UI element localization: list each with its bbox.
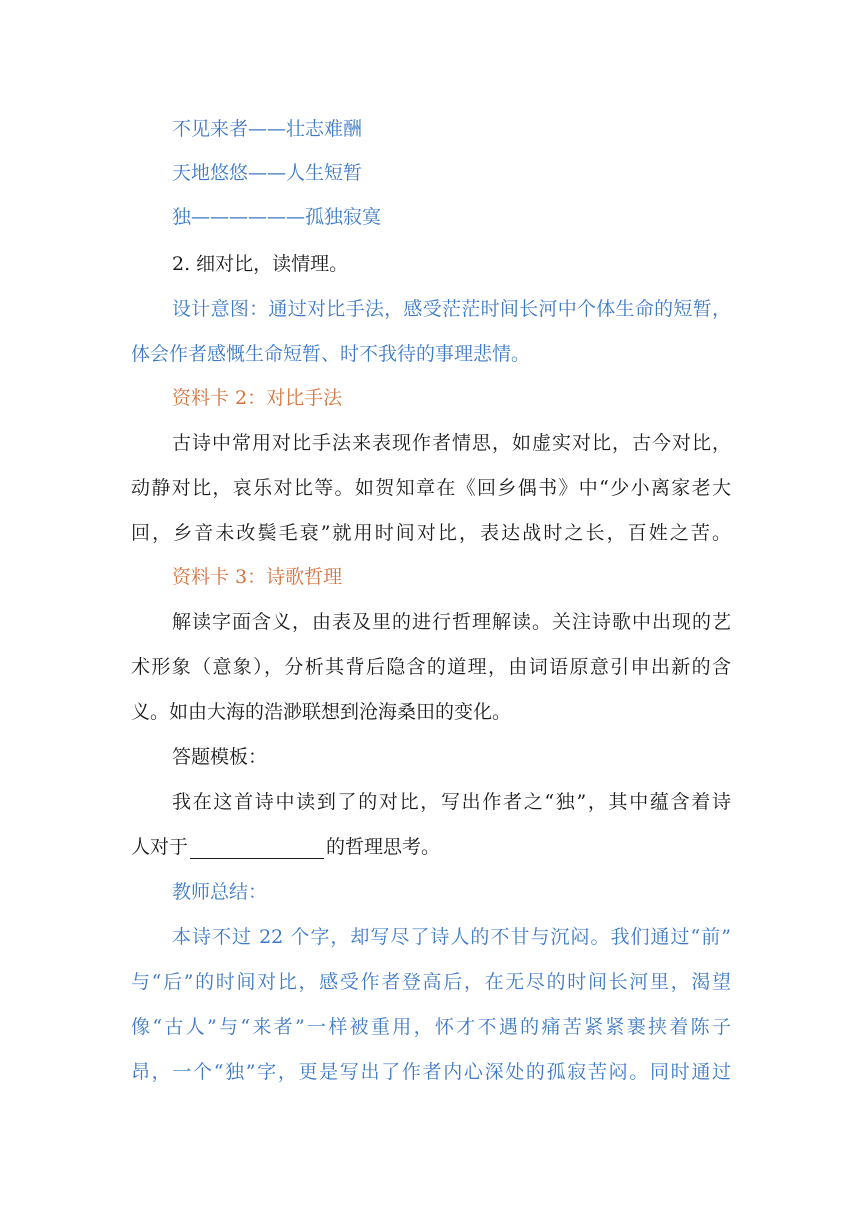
design-intent-line-2: 体会作者感慨生命短暂、时不我待的事理悲情。 [131,343,531,365]
card-3-line-1: 解读字面含义，由表及里的进行哲理解读。关注诗歌中出现的艺 [172,611,731,633]
contrast-line-1: 不见来者——壮志难酬 [172,118,363,140]
contrast-line-2: 天地悠悠——人生短暂 [172,162,363,184]
template-line-1: 我在这首诗中读到了的对比，写出作者之“独”，其中蕴含着诗 [172,791,731,813]
contrast-line-3: 独——————孤独寂寞 [172,206,382,228]
template-title: 答题模板： [172,746,268,768]
card-3-title: 资料卡 3：诗歌哲理 [172,566,343,588]
answer-blank [190,839,324,859]
card-2-line-1: 古诗中常用对比手法来表现作者情思，如虚实对比，古今对比， [172,432,731,454]
template-line-2 [131,835,440,859]
card-2-line-3: 回，乡音未改鬓毛衰”就用时间对比，表达战时之长，百姓之苦。 [131,522,731,544]
card-3-line-2: 术形象（意象），分析其背后隐含的道理，由词语原意引申出新的含 [131,656,731,678]
summary-line-2: 与“后”的时间对比，感受作者登高后，在无尽的时间长河里，渴望 [131,971,731,993]
card-2-title: 资料卡 2：对比手法 [172,387,343,409]
template-line-2-end: 的哲理思考。 [326,836,441,858]
design-intent-line-1: 设计意图：通过对比手法，感受茫茫时间长河中个体生命的短暂， [172,298,731,320]
summary-title: 教师总结： [172,881,268,903]
card-2-line-2: 动静对比，哀乐对比等。如贺知章在《回乡偶书》中“少小离家老大 [131,477,731,499]
summary-line-1: 本诗不过 22 个字，却写尽了诗人的不甘与沉闷。我们通过“前” [172,926,731,948]
summary-line-3: 像“古人”与“来者”一样被重用，怀才不遇的痛苦紧紧裹挟着陈子 [131,1016,731,1038]
summary-line-4: 昂，一个“独”字，更是写出了作者内心深处的孤寂苦闷。同时通过 [131,1061,731,1083]
section-heading: 2. 细对比，读情理。 [172,253,349,275]
card-3-line-3: 义。如由大海的浩渺联想到沧海桑田的变化。 [131,701,512,723]
template-line-2-start: 人对于 [131,836,189,858]
